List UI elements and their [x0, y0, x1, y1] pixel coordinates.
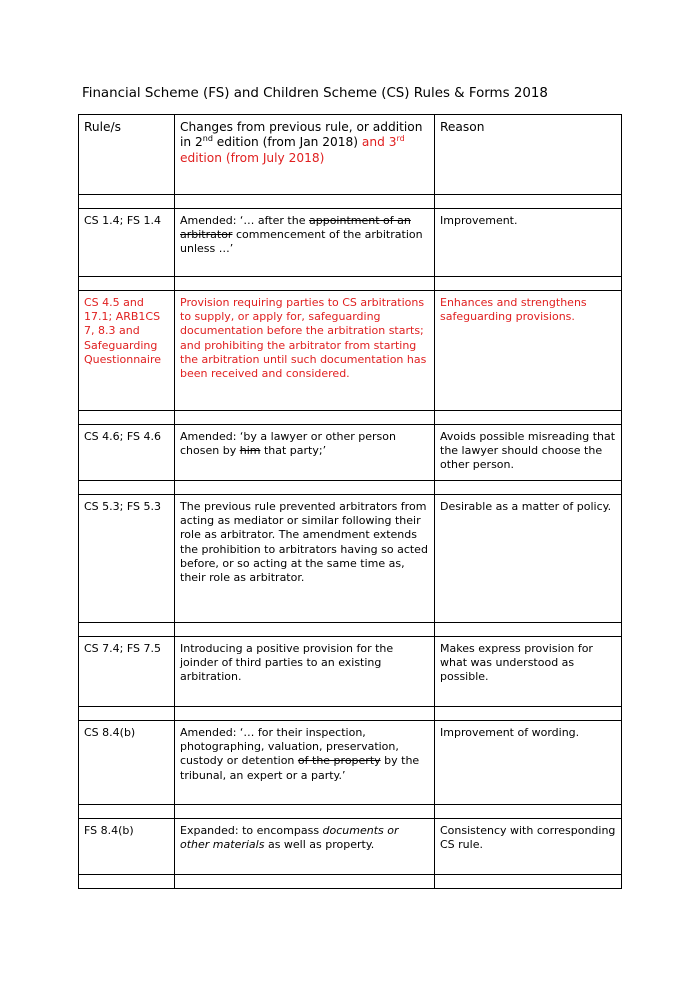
cell-rule: CS 7.4; FS 7.5 — [79, 637, 175, 707]
cell-change: Expanded: to encompass documents or other materials as well as property. — [175, 819, 435, 875]
cell-change: Introducing a positive provision for the joinder of third parties to an existing arbitration. — [175, 637, 435, 707]
table-row — [79, 425, 622, 481]
deleted-text: appointment of an arbitrator — [180, 214, 411, 242]
rules-changes-table — [78, 114, 622, 889]
deleted-text: of the property — [297, 754, 381, 768]
cell-rule: CS 8.4(b) — [79, 721, 175, 805]
cell-change: The previous rule prevented arbitrators from acting as mediator or similar following their role as arbitrator. The amendment extends the prohibition to arbitrators having so acted before, or so acting at the same time as, their role as arbitrator. — [175, 495, 435, 623]
emphasised-text: documents or other materials — [180, 824, 399, 852]
cell-rule: CS 4.6; FS 4.6 — [79, 425, 175, 481]
table-row — [79, 495, 622, 623]
spacer-row — [79, 411, 622, 425]
deleted-text: him — [239, 444, 261, 458]
table-row — [79, 637, 622, 707]
table-header-row — [79, 115, 622, 195]
spacer-row — [79, 481, 622, 495]
table-row — [79, 291, 622, 411]
cell-reason: Enhances and strengthens safeguarding provisions. — [435, 291, 622, 411]
cell-change: Provision requiring parties to CS arbitrations to supply, or apply for, safeguarding documentation before the arbitration starts; and prohibiting the arbitrator from starting the arbitration until such documentation has been received and considered. — [175, 291, 435, 411]
cell-change: Amended: ‘by a lawyer or other person chosen by him that party;’ — [175, 425, 435, 481]
spacer-row — [79, 623, 622, 637]
cell-rule: CS 1.4; FS 1.4 — [79, 209, 175, 277]
spacer-row — [79, 195, 622, 209]
table-row — [79, 209, 622, 277]
header-rule: Rule/s — [79, 115, 175, 195]
cell-reason: Improvement. — [435, 209, 622, 277]
header-reason: Reason — [435, 115, 622, 195]
spacer-row — [79, 707, 622, 721]
cell-reason: Improvement of wording. — [435, 721, 622, 805]
cell-reason: Consistency with corresponding CS rule. — [435, 819, 622, 875]
spacer-row — [79, 875, 622, 889]
cell-change: Amended: ‘… for their inspection, photographing, valuation, preservation, custody or detention of the property by the tribunal, an expert or a party.’ — [175, 721, 435, 805]
table-row — [79, 721, 622, 805]
cell-reason: Makes express provision for what was understood as possible. — [435, 637, 622, 707]
cell-rule: FS 8.4(b) — [79, 819, 175, 875]
cell-rule: CS 4.5 and 17.1; ARB1CS 7, 8.3 and Safeguarding Questionnaire — [79, 291, 175, 411]
cell-rule: CS 5.3; FS 5.3 — [79, 495, 175, 623]
cell-reason: Avoids possible misreading that the lawyer should choose the other person. — [435, 425, 622, 481]
spacer-row — [79, 277, 622, 291]
page-title: Financial Scheme (FS) and Children Scheme (CS) Rules & Forms 2018 — [82, 86, 548, 101]
cell-reason: Desirable as a matter of policy. — [435, 495, 622, 623]
cell-change: Amended: ‘… after the appointment of an arbitrator commencement of the arbitration unless …’ — [175, 209, 435, 277]
spacer-row — [79, 805, 622, 819]
table-row — [79, 819, 622, 875]
header-changes: Changes from previous rule, or addition in 2nd edition (from Jan 2018) and 3rd edition (from July 2018) — [175, 115, 435, 195]
